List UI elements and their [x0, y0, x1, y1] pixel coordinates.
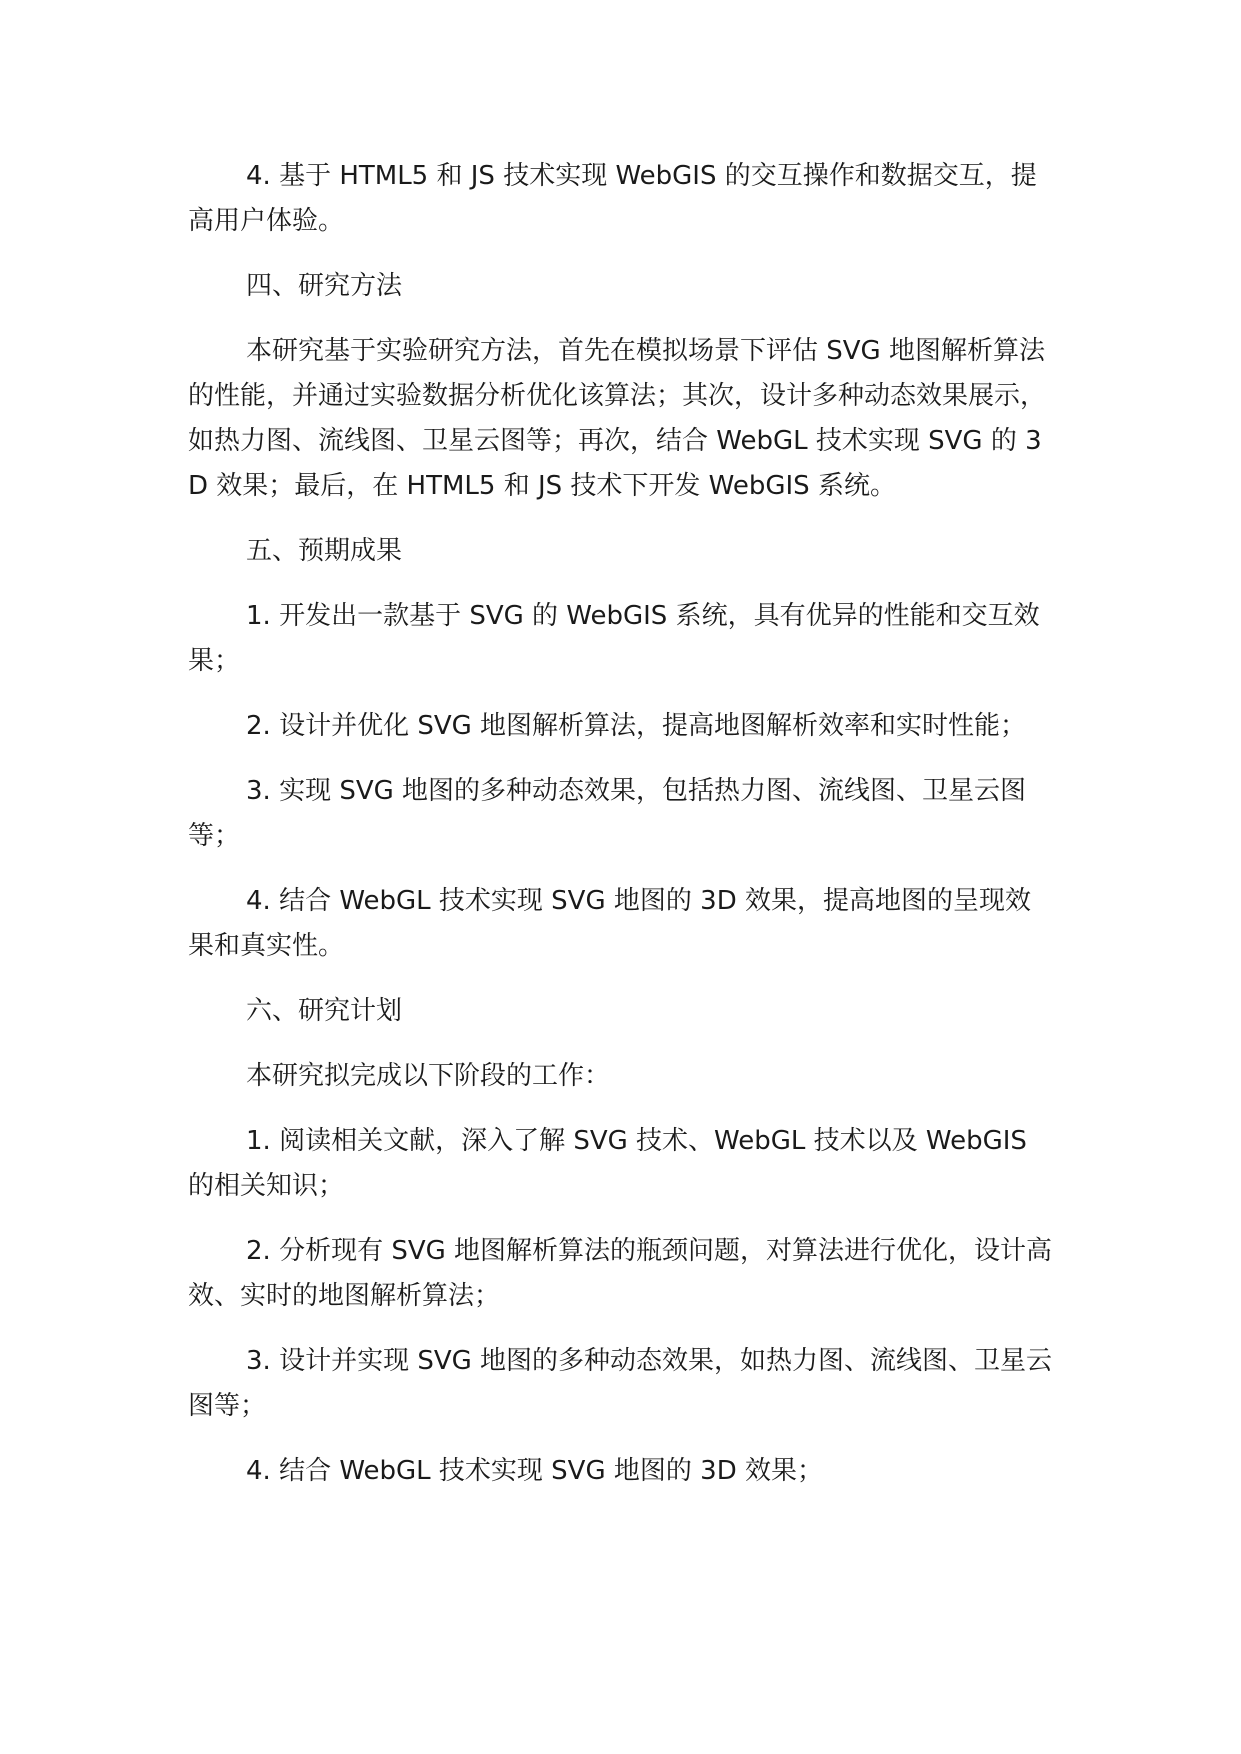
list-item: 4. 结合 WebGL 技术实现 SVG 地图的 3D 效果； — [246, 1456, 823, 1486]
list-item: 4. 基于 HTML5 和 JS 技术实现 WebGIS 的交互操作和数据交互，提高用户体验。 — [188, 161, 1037, 236]
list-item: 3. 设计并实现 SVG 地图的多种动态效果，如热力图、流线图、卫星云图等； — [188, 1346, 1053, 1421]
list-item: 2. 分析现有 SVG 地图解析算法的瓶颈问题，对算法进行优化，设计高效、实时的地图解析算法； — [188, 1236, 1053, 1311]
list-item: 3. 实现 SVG 地图的多种动态效果，包括热力图、流线图、卫星云图等； — [188, 776, 1027, 851]
section-heading-research-plan: 六、研究计划 — [246, 996, 403, 1026]
section-heading-research-methods: 四、研究方法 — [246, 271, 403, 301]
list-item: 1. 阅读相关文献，深入了解 SVG 技术、WebGL 技术以及 WebGIS 的相关知识； — [188, 1126, 1027, 1201]
list-item: 2. 设计并优化 SVG 地图解析算法，提高地图解析效率和实时性能； — [246, 711, 1027, 741]
list-item: 1. 开发出一款基于 SVG 的 WebGIS 系统，具有优异的性能和交互效果； — [188, 601, 1040, 676]
body-paragraph: 本研究拟完成以下阶段的工作： — [246, 1061, 611, 1091]
section-heading-expected-results: 五、预期成果 — [246, 536, 403, 566]
list-item: 4. 结合 WebGL 技术实现 SVG 地图的 3D 效果，提高地图的呈现效果和真实性。 — [188, 886, 1031, 961]
body-paragraph: 本研究基于实验研究方法，首先在模拟场景下评估 SVG 地图解析算法的性能，并通过实验数据分析优化该算法；其次，设计多种动态效果展示，如热力图、流线图、卫星云图等；再次，结合 WebGL 技术实现 SVG 的 3D 效果；最后，在 HTML5 和 JS 技术下开发 WebGIS 系统。 — [188, 336, 1047, 501]
document-body — [188, 154, 1056, 1514]
